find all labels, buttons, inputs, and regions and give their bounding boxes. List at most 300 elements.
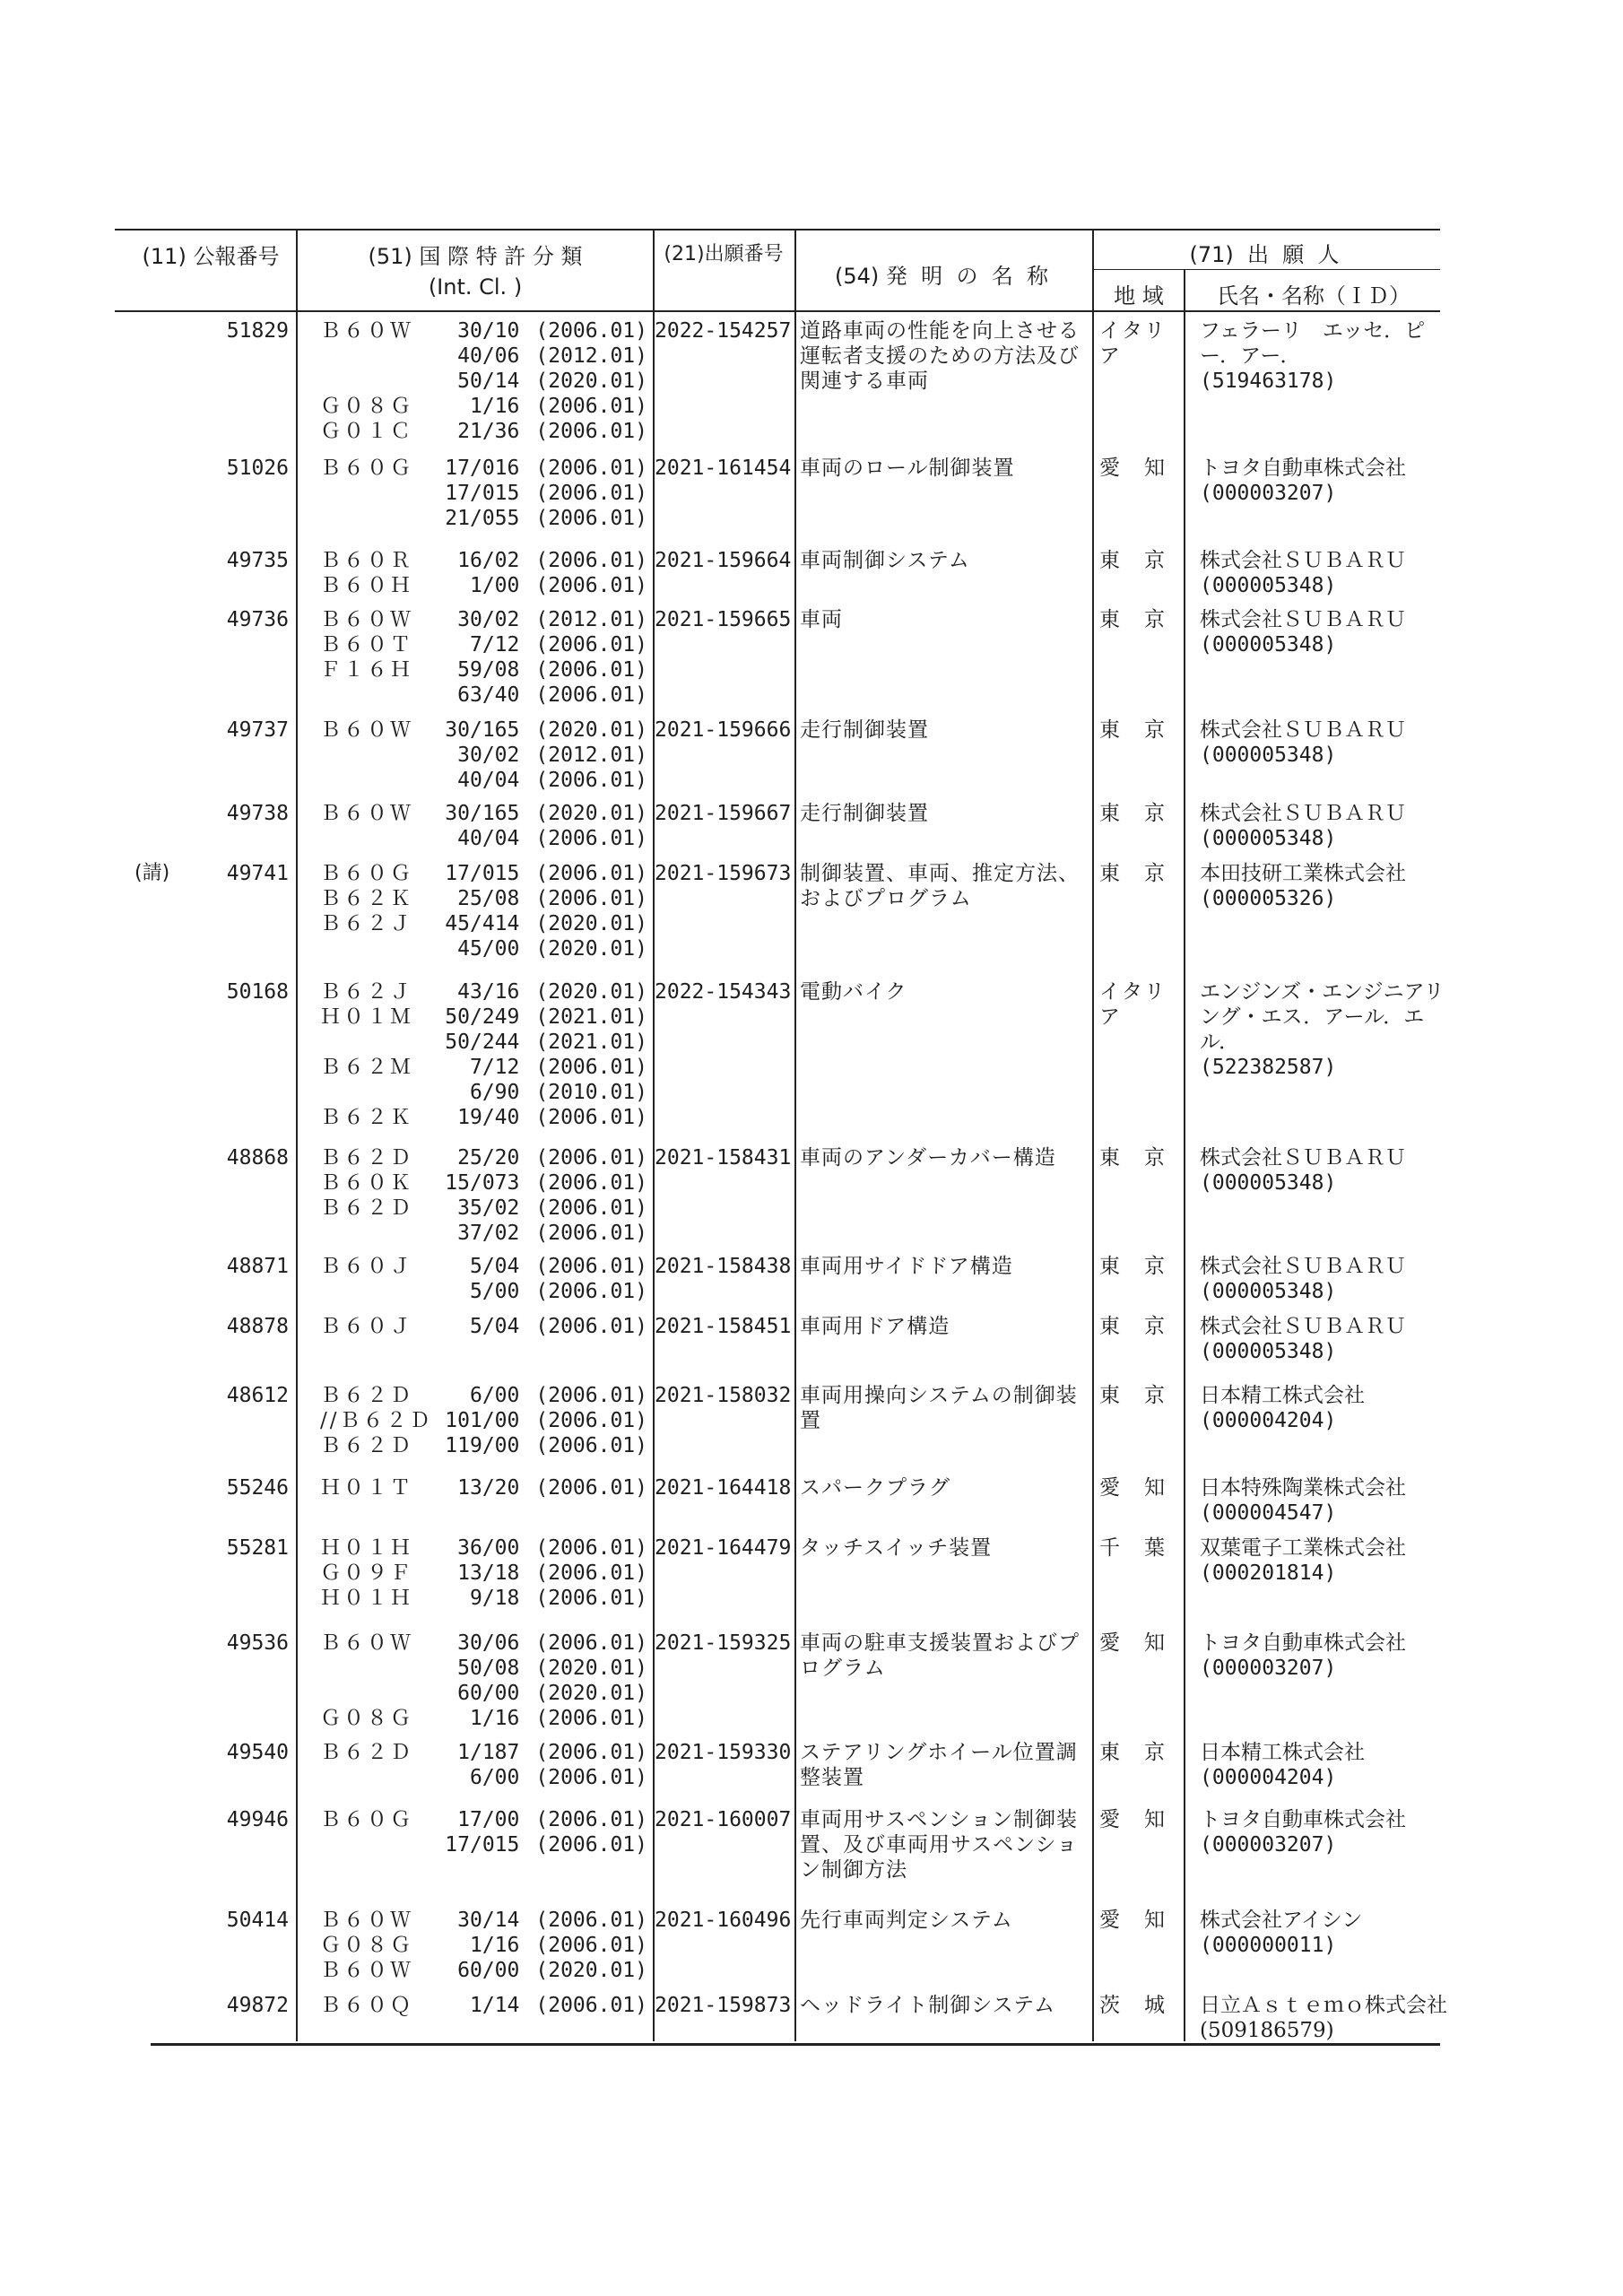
ipc-version: (2006.01): [535, 1909, 647, 1932]
ipc-group: 63/40: [457, 683, 520, 707]
ipc-section: [320, 481, 418, 506]
ipc-line: [320, 369, 647, 394]
ipc-section: Ｂ６０Ｔ: [320, 633, 413, 657]
ipc-group: 19/40: [457, 1106, 520, 1129]
ipc-group: 60/00: [457, 1682, 520, 1705]
applicant-region: 東 京: [1099, 718, 1167, 742]
ipc-group: 17/00: [457, 1808, 520, 1831]
ipc-version: (2006.01): [535, 862, 647, 885]
applicant: [1200, 801, 1451, 851]
applicant: [1200, 1383, 1451, 1433]
ipc-section: Ｂ６０Ｇ: [320, 457, 413, 480]
ipc-line: [320, 419, 647, 444]
ipc-version: (2006.01): [535, 1766, 647, 1789]
applicant: [1200, 1475, 1451, 1526]
applicant-id: (000201814): [1200, 1561, 1337, 1585]
ipc-section: Ｂ６０Ｊ: [320, 1315, 413, 1338]
publication-number: 51829: [226, 319, 289, 343]
ipc-section: Ｂ６０Ｗ: [320, 802, 413, 825]
ipc-group: 5/04: [469, 1255, 520, 1278]
invention-title: ヘッドライト制御システム: [800, 1994, 1056, 2017]
ipc-section: Ｂ６２Ｄ: [320, 1434, 413, 1457]
ipc-classification: [320, 1314, 647, 1339]
ipc-section: Ｂ６２Ｊ: [320, 912, 413, 935]
header-bottom-rule: [115, 310, 1440, 312]
applicant-name: 日本精工株式会社: [1200, 1384, 1365, 1407]
ipc-section: Ｂ６２Ｋ: [320, 887, 413, 910]
ipc-line: [320, 1314, 647, 1339]
ipc-section: Ｇ０８Ｇ: [320, 395, 413, 418]
ipc-section: [320, 1681, 418, 1706]
ipc-version: (2006.01): [535, 1222, 647, 1245]
ipc-section: [320, 1279, 418, 1304]
ipc-line: [320, 548, 647, 573]
header-sep-3: [794, 230, 796, 310]
applicant-id: (000005326): [1200, 887, 1337, 910]
ipc-version: (2010.01): [535, 1081, 647, 1104]
ipc-group: 50/244: [445, 1031, 520, 1054]
ipc-version: (2006.01): [535, 1280, 647, 1303]
ipc-line: [320, 861, 647, 886]
invention-title: 車両制御システム: [800, 549, 970, 572]
ipc-line: [320, 1055, 647, 1080]
ipc-group: 30/14: [457, 1909, 520, 1932]
ipc-classification: [320, 1807, 647, 1857]
ipc-section: Ｂ６０Ｑ: [320, 1994, 413, 2017]
applicant: [1200, 1740, 1451, 1790]
ipc-version: (2006.01): [535, 769, 647, 792]
applicant: [1200, 979, 1451, 1080]
publication-number: 49741: [226, 862, 289, 885]
publication-number: 49536: [226, 1631, 289, 1655]
ipc-group: 15/073: [445, 1171, 520, 1195]
ipc-classification: [320, 718, 647, 793]
publication-number: 55246: [226, 1476, 289, 1500]
ipc-line: [320, 1765, 647, 1790]
ipc-line: [320, 573, 647, 598]
ipc-version: (2006.01): [535, 1707, 647, 1730]
ipc-group: 13/18: [457, 1561, 520, 1585]
table-top-rule: [115, 229, 1440, 230]
ipc-classification: [320, 1535, 647, 1611]
ipc-classification: [320, 1145, 647, 1246]
applicant: [1200, 1908, 1451, 1958]
ipc-version: (2006.01): [535, 1587, 647, 1610]
ipc-classification: [320, 318, 647, 444]
ipc-classification: [320, 979, 647, 1130]
applicant-region: 東 京: [1099, 1741, 1167, 1764]
ipc-group: 17/015: [445, 1833, 520, 1857]
applicant-name: 株式会社ＳＵＢＡＲＵ: [1200, 549, 1406, 572]
ipc-version: (2020.01): [535, 912, 647, 935]
ipc-line: [320, 1807, 647, 1832]
ipc-section: [320, 1030, 418, 1055]
ipc-section: Ｈ０１Ｍ: [320, 1005, 413, 1029]
ipc-version: (2006.01): [535, 457, 647, 480]
ipc-group: 1/16: [469, 1707, 520, 1730]
ipc-version: (2020.01): [535, 718, 647, 742]
ipc-line: [320, 1958, 647, 1983]
applicant-name: 株式会社ＳＵＢＡＲＵ: [1200, 802, 1406, 825]
ipc-version: (2006.01): [535, 1994, 647, 2017]
publication-number: 49736: [226, 608, 289, 631]
ipc-section: [320, 826, 418, 851]
header-ipc-line2: (Int. Cl. ): [428, 274, 523, 300]
applicant-region: 東 京: [1099, 1384, 1167, 1407]
ipc-line: [320, 1740, 647, 1765]
ipc-group: 30/02: [457, 608, 520, 631]
ipc-group: 13/20: [457, 1476, 520, 1500]
publication-number: 48868: [226, 1146, 289, 1170]
ipc-version: (2006.01): [535, 1476, 647, 1500]
ipc-group: 30/165: [445, 802, 520, 825]
ipc-section: Ｂ６０Ｗ: [320, 1959, 413, 1982]
ipc-group: 43/16: [457, 980, 520, 1004]
ipc-group: 1/16: [469, 1934, 520, 1957]
publication-number: 49872: [226, 1994, 289, 2017]
ipc-version: (2006.01): [535, 827, 647, 850]
applicant: [1200, 1993, 1451, 2043]
applicant-name: 双葉電子工業株式会社: [1200, 1536, 1406, 1560]
ipc-section: //Ｂ６２Ｄ: [320, 1409, 433, 1432]
request-mark: (請): [135, 862, 170, 884]
ipc-group: 21/36: [457, 420, 520, 443]
header-sep-1: [296, 230, 298, 310]
invention-title: スパークプラグ: [800, 1476, 950, 1500]
ipc-line: [320, 1145, 647, 1170]
ipc-version: (2006.01): [535, 482, 647, 505]
header-ipc-line1: (51) 国 際 特 許 分 類: [368, 244, 583, 269]
application-number: 2021-158451: [655, 1315, 792, 1338]
ipc-version: (2006.01): [535, 1741, 647, 1764]
invention-title: 走行制御装置: [800, 718, 929, 742]
ipc-section: [320, 768, 418, 793]
ipc-section: Ｂ６０Ｇ: [320, 862, 413, 885]
publication-number: 51026: [226, 457, 289, 480]
ipc-section: Ｂ６０Ｊ: [320, 1255, 413, 1278]
ipc-line: [320, 1631, 647, 1656]
ipc-group: 35/02: [457, 1196, 520, 1220]
ipc-group: 40/04: [457, 827, 520, 850]
invention-title: ステアリングホイール位置調整装置: [800, 1741, 1078, 1789]
ipc-classification: [320, 1475, 647, 1500]
ipc-section: Ｂ６０Ｗ: [320, 319, 413, 343]
application-number: 2021-164479: [655, 1536, 792, 1560]
applicant-id: (000005348): [1200, 633, 1337, 657]
ipc-line: [320, 1254, 647, 1279]
ipc-version: (2006.01): [535, 1255, 647, 1278]
ipc-version: (2006.01): [535, 887, 647, 910]
ipc-section: Ｇ０９Ｆ: [320, 1561, 413, 1585]
applicant-region: 愛 知: [1099, 1476, 1167, 1500]
ipc-line: [320, 743, 647, 768]
table-bottom-rule: [151, 2043, 1440, 2046]
ipc-section: [320, 936, 418, 961]
header-appno: (21)出願番号: [664, 243, 784, 265]
ipc-version: (2006.01): [535, 1631, 647, 1655]
header-applicant-group: (71) 出 願 人: [1189, 242, 1340, 267]
invention-title: 走行制御装置: [800, 802, 929, 825]
applicant: [1200, 1254, 1451, 1304]
applicant-id: (000003207): [1200, 482, 1337, 505]
ipc-group: 36/00: [457, 1536, 520, 1560]
ipc-line: [320, 768, 647, 793]
applicant: [1200, 861, 1451, 911]
ipc-section: Ｂ６２Ｄ: [320, 1196, 413, 1220]
ipc-group: 50/08: [457, 1657, 520, 1680]
ipc-group: 40/06: [457, 344, 520, 368]
ipc-group: 25/20: [457, 1146, 520, 1170]
applicant-id: (000003207): [1200, 1657, 1337, 1680]
applicant-name: 株式会社アイシン: [1200, 1909, 1363, 1932]
publication-number: 49737: [226, 718, 289, 742]
applicant-id: (000005348): [1200, 1171, 1337, 1195]
header-title: (54) 発 明 の 名 称: [835, 264, 1048, 289]
ipc-version: (2006.01): [535, 1934, 647, 1957]
ipc-section: Ｂ６０Ｗ: [320, 718, 413, 742]
ipc-line: [320, 1170, 647, 1196]
ipc-version: (2020.01): [535, 937, 647, 961]
ipc-group: 50/249: [445, 1005, 520, 1029]
ipc-section: Ｂ６０Ｋ: [320, 1171, 413, 1195]
header-sep-2: [653, 230, 655, 310]
application-number: 2021-159325: [655, 1631, 792, 1655]
ipc-classification: [320, 1740, 647, 1790]
body-sep-3: [794, 312, 796, 2041]
ipc-line: [320, 481, 647, 506]
application-number: 2021-159873: [655, 1994, 792, 2017]
applicant-name: 株式会社ＳＵＢＡＲＵ: [1200, 1315, 1406, 1338]
application-number: 2021-164418: [655, 1476, 792, 1500]
invention-title: 車両の駐車支援装置およびプログラム: [800, 1631, 1080, 1680]
applicant: [1200, 548, 1451, 598]
ipc-section: [320, 1221, 418, 1246]
applicant: [1200, 456, 1451, 506]
ipc-line: [320, 1105, 647, 1130]
body-sep-5: [1184, 312, 1185, 2041]
ipc-group: 1/187: [457, 1741, 520, 1764]
ipc-line: [320, 1656, 647, 1681]
publication-number: 48612: [226, 1384, 289, 1407]
ipc-group: 16/02: [457, 549, 520, 572]
ipc-section: Ｂ６０Ｈ: [320, 574, 413, 597]
application-number: 2021-159664: [655, 549, 792, 572]
applicant-id: (000000011): [1200, 1934, 1337, 1957]
ipc-line: [320, 1433, 647, 1458]
ipc-line: [320, 1004, 647, 1030]
applicant-region: 愛 知: [1099, 1631, 1167, 1655]
ipc-version: (2006.01): [535, 1536, 647, 1560]
ipc-version: (2006.01): [535, 1106, 647, 1129]
applicant-id: (000005348): [1200, 827, 1337, 850]
ipc-section: [320, 369, 418, 394]
invention-title: 車両用サスペンション制御装置、及び車両用サスペンション制御方法: [800, 1808, 1079, 1882]
ipc-group: 30/06: [457, 1631, 520, 1655]
ipc-section: Ｈ０１Ｈ: [320, 1536, 413, 1560]
ipc-group: 6/00: [469, 1766, 520, 1789]
ipc-version: (2006.01): [535, 1384, 647, 1407]
ipc-version: (2020.01): [535, 1682, 647, 1705]
ipc-version: (2012.01): [535, 344, 647, 368]
invention-title: 車両のロール制御装置: [800, 457, 1015, 480]
applicant-id: (522382587): [1200, 1056, 1337, 1079]
ipc-line: [320, 456, 647, 481]
ipc-version: (2006.01): [535, 1434, 647, 1457]
ipc-line: [320, 506, 647, 531]
applicant-region: 東 京: [1099, 802, 1167, 825]
applicant: [1200, 1145, 1451, 1196]
ipc-group: 101/00: [445, 1409, 520, 1432]
ipc-line: [320, 1221, 647, 1246]
ipc-version: (2021.01): [535, 1005, 647, 1029]
ipc-classification: [320, 548, 647, 598]
ipc-section: Ｈ０１Ｔ: [320, 1476, 413, 1500]
ipc-section: Ｂ６２Ｄ: [320, 1741, 413, 1764]
header-sub-rule: [1092, 269, 1440, 270]
application-number: 2021-161454: [655, 457, 792, 480]
ipc-line: [320, 1993, 647, 2018]
ipc-section: Ｂ６２Ｋ: [320, 1106, 413, 1129]
ipc-classification: [320, 607, 647, 708]
applicant-id: (000003207): [1200, 1833, 1337, 1857]
applicant: [1200, 607, 1451, 657]
ipc-version: (2020.01): [535, 1959, 647, 1982]
applicant-id: (000005348): [1200, 1280, 1337, 1303]
ipc-line: [320, 718, 647, 743]
header-pubno: (11) 公報番号: [142, 244, 280, 269]
applicant-name: エンジンズ・エンジニアリング・エス．アール．エル．: [1200, 980, 1445, 1054]
invention-title: 道路車両の性能を向上させる運転者支援のための方法及び関連する車両: [800, 319, 1080, 393]
ipc-version: (2020.01): [535, 802, 647, 825]
application-number: 2021-158431: [655, 1146, 792, 1170]
application-number: 2021-160496: [655, 1909, 792, 1932]
applicant-name: 日本精工株式会社: [1200, 1741, 1365, 1764]
ipc-group: 7/12: [469, 633, 520, 657]
invention-title: 先行車両判定システム: [800, 1909, 1013, 1932]
applicant-name: 株式会社ＳＵＢＡＲＵ: [1200, 1146, 1406, 1170]
invention-title: 車両用サイドドア構造: [800, 1255, 1013, 1278]
ipc-classification: [320, 1993, 647, 2018]
ipc-section: [320, 1656, 418, 1681]
ipc-group: 1/00: [469, 574, 520, 597]
ipc-classification: [320, 1383, 647, 1458]
ipc-classification: [320, 861, 647, 961]
applicant-id: (519463178): [1200, 370, 1337, 393]
applicant-region: 愛 知: [1099, 457, 1167, 480]
ipc-line: [320, 1908, 647, 1933]
application-number: 2022-154257: [655, 319, 792, 343]
applicant-id: (000004547): [1200, 1501, 1337, 1525]
ipc-version: (2006.01): [535, 633, 647, 657]
ipc-group: 50/14: [457, 370, 520, 393]
applicant-region: 愛 知: [1099, 1909, 1167, 1932]
ipc-line: [320, 607, 647, 632]
ipc-section: Ｇ０８Ｇ: [320, 1934, 413, 1957]
applicant: [1200, 318, 1451, 394]
header-region: 地 域: [1114, 283, 1164, 309]
applicant-region: イタリア: [1099, 980, 1167, 1029]
ipc-section: Ｇ０１Ｃ: [320, 420, 413, 443]
ipc-section: [320, 1832, 418, 1857]
ipc-section: Ｂ６２Ｊ: [320, 980, 413, 1004]
ipc-group: 25/08: [457, 887, 520, 910]
ipc-line: [320, 1196, 647, 1221]
ipc-line: [320, 1080, 647, 1105]
ipc-version: (2006.01): [535, 574, 647, 597]
ipc-version: (2006.01): [535, 1315, 647, 1338]
ipc-group: 5/04: [469, 1315, 520, 1338]
ipc-line: [320, 1706, 647, 1731]
applicant-name: 本田技研工業株式会社: [1200, 862, 1406, 885]
ipc-version: (2006.01): [535, 507, 647, 530]
ipc-section: Ｂ６２Ｄ: [320, 1384, 413, 1407]
ipc-group: 40/04: [457, 769, 520, 792]
applicant-name: 日立Ａｓｔｅｍｏ株式会社(509186579): [1200, 1994, 1447, 2042]
applicant-id: (000005348): [1200, 744, 1337, 767]
applicant: [1200, 1631, 1451, 1681]
publication-number: 49735: [226, 549, 289, 572]
ipc-group: 30/02: [457, 744, 520, 767]
applicant-name: 株式会社ＳＵＢＡＲＵ: [1200, 1255, 1406, 1278]
ipc-line: [320, 886, 647, 911]
ipc-version: (2006.01): [535, 1561, 647, 1585]
ipc-version: (2006.01): [535, 1171, 647, 1195]
invention-title: 車両用ドア構造: [800, 1315, 950, 1338]
ipc-line: [320, 936, 647, 961]
ipc-version: (2006.01): [535, 1833, 647, 1857]
publication-number: 50168: [226, 980, 289, 1004]
publication-number: 55281: [226, 1536, 289, 1560]
applicant-name: 日本特殊陶業株式会社: [1200, 1476, 1406, 1500]
ipc-section: Ｆ１６Ｈ: [320, 658, 413, 682]
publication-number: 48878: [226, 1315, 289, 1338]
applicant-id: (000005348): [1200, 574, 1337, 597]
ipc-section: Ｂ６０Ｗ: [320, 608, 413, 631]
application-number: 2021-159665: [655, 608, 792, 631]
ipc-line: [320, 1408, 647, 1433]
ipc-line: [320, 801, 647, 826]
ipc-group: 5/00: [469, 1280, 520, 1303]
application-number: 2021-158438: [655, 1255, 792, 1278]
ipc-group: 45/414: [445, 912, 520, 935]
publication-number: 49738: [226, 802, 289, 825]
ipc-group: 17/016: [445, 457, 520, 480]
ipc-section: [320, 506, 418, 531]
applicant-region: 千 葉: [1099, 1536, 1167, 1560]
header-applicant-name: 氏名・名称（ＩＤ）: [1217, 283, 1410, 309]
applicant-region: 東 京: [1099, 1315, 1167, 1338]
ipc-group: 30/165: [445, 718, 520, 742]
applicant-id: (000004204): [1200, 1766, 1337, 1789]
ipc-group: 21/055: [445, 507, 520, 530]
ipc-line: [320, 1383, 647, 1408]
ipc-version: (2006.01): [535, 420, 647, 443]
publication-number: 49946: [226, 1808, 289, 1831]
applicant-name: 株式会社ＳＵＢＡＲＵ: [1200, 718, 1406, 742]
body-sep-1: [296, 312, 298, 2041]
application-number: 2021-159673: [655, 862, 792, 885]
applicant-region: 愛 知: [1099, 1808, 1167, 1831]
application-number: 2022-154343: [655, 980, 792, 1004]
ipc-version: (2020.01): [535, 370, 647, 393]
ipc-version: (2020.01): [535, 980, 647, 1004]
ipc-line: [320, 1279, 647, 1304]
applicant-name: トヨタ自動車株式会社: [1200, 1631, 1406, 1655]
ipc-line: [320, 1030, 647, 1055]
ipc-line: [320, 1832, 647, 1857]
applicant-region: イタリア: [1099, 319, 1167, 368]
applicant-id: (000005348): [1200, 1340, 1337, 1363]
